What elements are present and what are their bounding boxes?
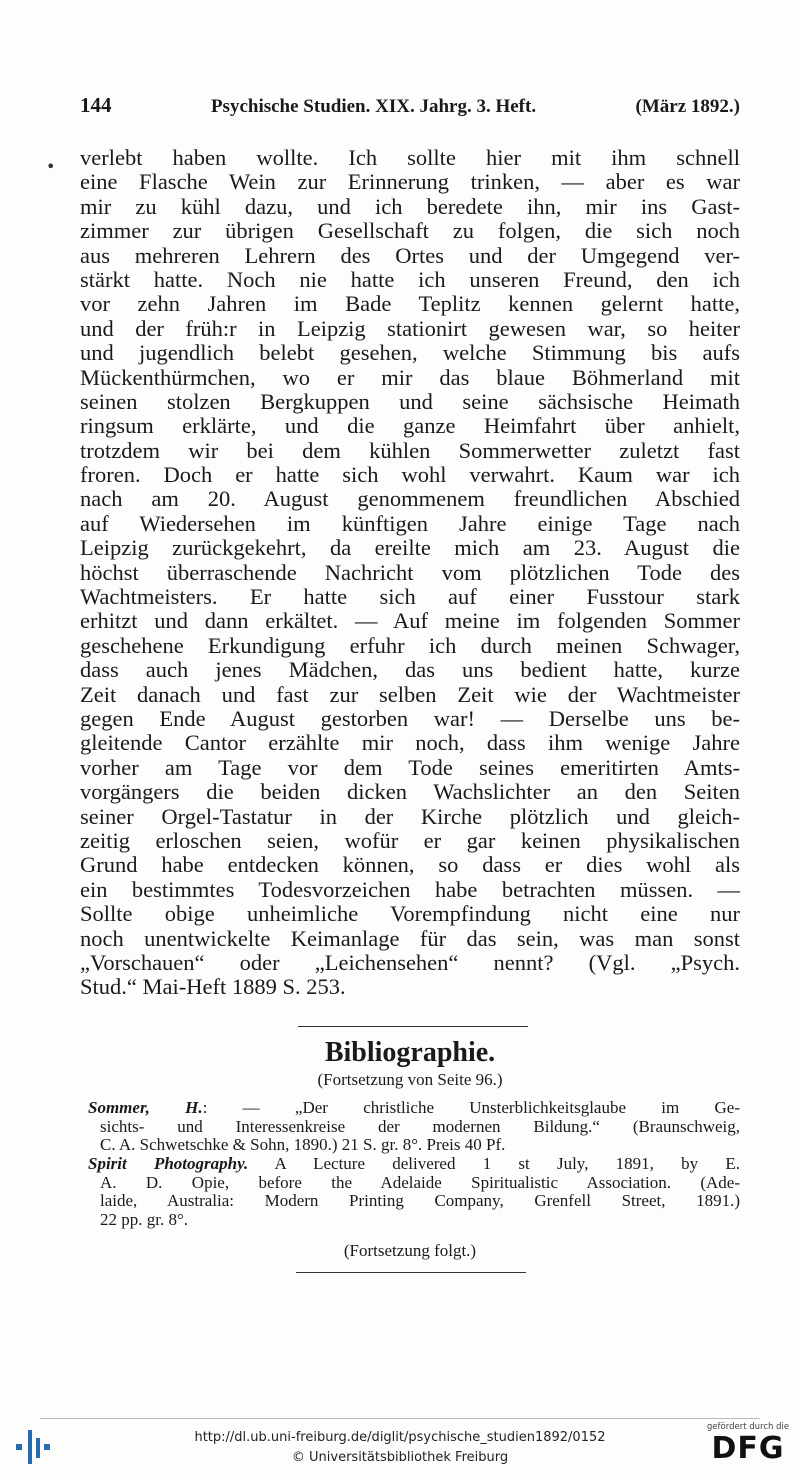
- bibliography-author: Sommer, H.: [88, 1098, 203, 1117]
- text-line: Sollte obige unheimliche Vorempfindung nicht eine nur: [80, 901, 740, 927]
- bibliography-list: [88, 1099, 740, 1230]
- copyright-notice: © Universitätsbibliothek Freiburg: [291, 1450, 509, 1465]
- bibliography-line: [88, 1099, 740, 1118]
- text-line: ein bestimmtes Todesvorzeichen habe betrachten müssen. —: [80, 876, 740, 902]
- text-line: aus mehreren Lehrern des Ortes und der Umgegend ver-: [80, 242, 740, 268]
- bibliography-line: C. A. Schwetschke & Sohn, 1890.) 21 S. gr. 8°. Preis 40 Pf.: [100, 1135, 506, 1155]
- text-line: Mückenthürmchen, wo er mir das blaue Böhmerland mit: [80, 364, 740, 390]
- page-number: 144: [80, 93, 112, 117]
- text-line: stärkt hatte. Noch nie hatte ich unseren Freund, den ich: [80, 266, 740, 292]
- text-line: vor zehn Jahren im Bade Teplitz kennen gelernt hatte,: [80, 291, 740, 317]
- dfg-logo: DFG: [711, 1431, 785, 1466]
- text-line: trotzdem wir bei dem kühlen Sommerwetter zuletzt fast: [80, 437, 740, 463]
- section-title: Bibliographie.: [324, 1037, 496, 1068]
- permalink-link[interactable]: http://dl.ub.uni-freiburg.de/diglit/psychische_studien1892/0152: [194, 1430, 606, 1445]
- footer: [120, 1428, 680, 1468]
- text-line: vorgängers die beiden dicken Wachslichter an den Seiten: [80, 779, 740, 805]
- bibliography-line: laide, Australia: Modern Printing Company, Grenfell Street, 1891.): [100, 1191, 740, 1211]
- text-line: geschehene Erkundigung erfuhr ich durch meinen Schwager,: [80, 632, 740, 658]
- dfg-badge: [700, 1422, 796, 1472]
- text-line: „Vorschauen“ oder „Leichensehen“ nennt? (Vgl. „Psych.: [80, 949, 740, 975]
- text-line: seinen stolzen Bergkuppen und seine sächsische Heimath: [80, 388, 740, 414]
- text-line: zeitig erloschen seien, wofür er gar keinen physikalischen: [80, 827, 740, 853]
- text-line: vorher am Tage vor dem Tode seines emeritirten Amts-: [80, 754, 740, 780]
- text-line: Grund habe entdecken können, so dass er dies wohl als: [80, 852, 740, 878]
- bibliography-text: : — „Der christliche Unsterblichkeitsglaube im Ge-: [202, 1098, 740, 1117]
- text-line: gegen Ende August gestorben war! — Derselbe uns be-: [80, 705, 740, 731]
- section-divider-bottom: [296, 1272, 526, 1273]
- scan-edge: [40, 1418, 760, 1419]
- text-line: und jugendlich belebt gesehen, welche Stimmung bis aufs: [80, 340, 740, 366]
- library-logo-icon: [10, 1424, 54, 1468]
- bibliography-line: A. D. Opie, before the Adelaide Spiritualistic Association. (Ade-: [100, 1172, 740, 1192]
- text-line: seiner Orgel-Tastatur in der Kirche plötzlich und gleich-: [80, 803, 740, 829]
- text-line: Stud.“ Mai-Heft 1889 S. 253.: [80, 974, 346, 1000]
- text-line: höchst überraschende Nachricht vom plötzlichen Tode des: [80, 559, 740, 585]
- text-line: auf Wiedersehen im künftigen Jahre einige Tage nach: [80, 510, 740, 536]
- section-subtitle: (Fortsetzung von Seite 96.): [317, 1070, 503, 1089]
- text-line: Leipzig zurückgekehrt, da ereilte mich am 23. August die: [80, 535, 740, 561]
- bibliography-text: A Lecture delivered 1 st July, 1891, by E.: [248, 1154, 740, 1174]
- margin-mark: •: [46, 157, 56, 176]
- text-line: Wachtmeisters. Er hatte sich auf einer Fusstour stark: [80, 584, 740, 610]
- dfg-caption: gefördert durch die: [706, 1422, 790, 1432]
- continued-note: (Fortsetzung folgt.): [343, 1241, 477, 1260]
- bibliography-line: 22 pp. gr. 8°.: [100, 1210, 189, 1230]
- text-line: nach am 20. August genommenem freundlichen Abschied: [80, 486, 740, 512]
- page-header: [80, 93, 740, 118]
- text-line: eine Flasche Wein zur Erinnerung trinken, — aber es war: [80, 169, 740, 195]
- body-text: [80, 146, 740, 1000]
- text-line: froren. Doch er hatte sich wohl verwahrt. Kaum war ich: [80, 462, 740, 488]
- text-line: zimmer zur übrigen Gesellschaft zu folgen, die sich noch: [80, 218, 740, 244]
- text-line: mir zu kühl dazu, und ich beredete ihn, mir ins Gast-: [80, 193, 740, 219]
- bibliography-line: sichts- und Interessenkreise der modernen Bildung.“ (Braunschweig,: [100, 1116, 740, 1136]
- section-divider-top: [298, 1026, 528, 1027]
- text-line: und der früh:r in Leipzig stationirt gewesen war, so heiter: [80, 315, 740, 341]
- running-title: Psychische Studien. XIX. Jahrg. 3. Heft.: [210, 96, 537, 117]
- text-line: gleitende Cantor erzählte mir noch, dass ihm wenige Jahre: [80, 730, 740, 756]
- text-line: erhitzt und dann erkältet. — Auf meine im folgenden Sommer: [80, 608, 740, 634]
- text-line: Zeit danach und fast zur selben Zeit wie der Wachtmeister: [80, 681, 740, 707]
- bibliography-line: [88, 1155, 740, 1174]
- text-line: ringsum erklärte, und die ganze Heimfahrt über anhielt,: [80, 413, 740, 439]
- issue-date: (März 1892.): [635, 96, 740, 117]
- text-line: verlebt haben wollte. Ich sollte hier mit ihm schnell: [80, 145, 740, 170]
- bibliography-author: Spirit Photography.: [88, 1154, 249, 1174]
- text-line: dass auch jenes Mädchen, das uns bedient hatte, kurze: [80, 657, 740, 683]
- text-line: noch unentwickelte Keimanlage für das sein, was man sonst: [80, 925, 740, 951]
